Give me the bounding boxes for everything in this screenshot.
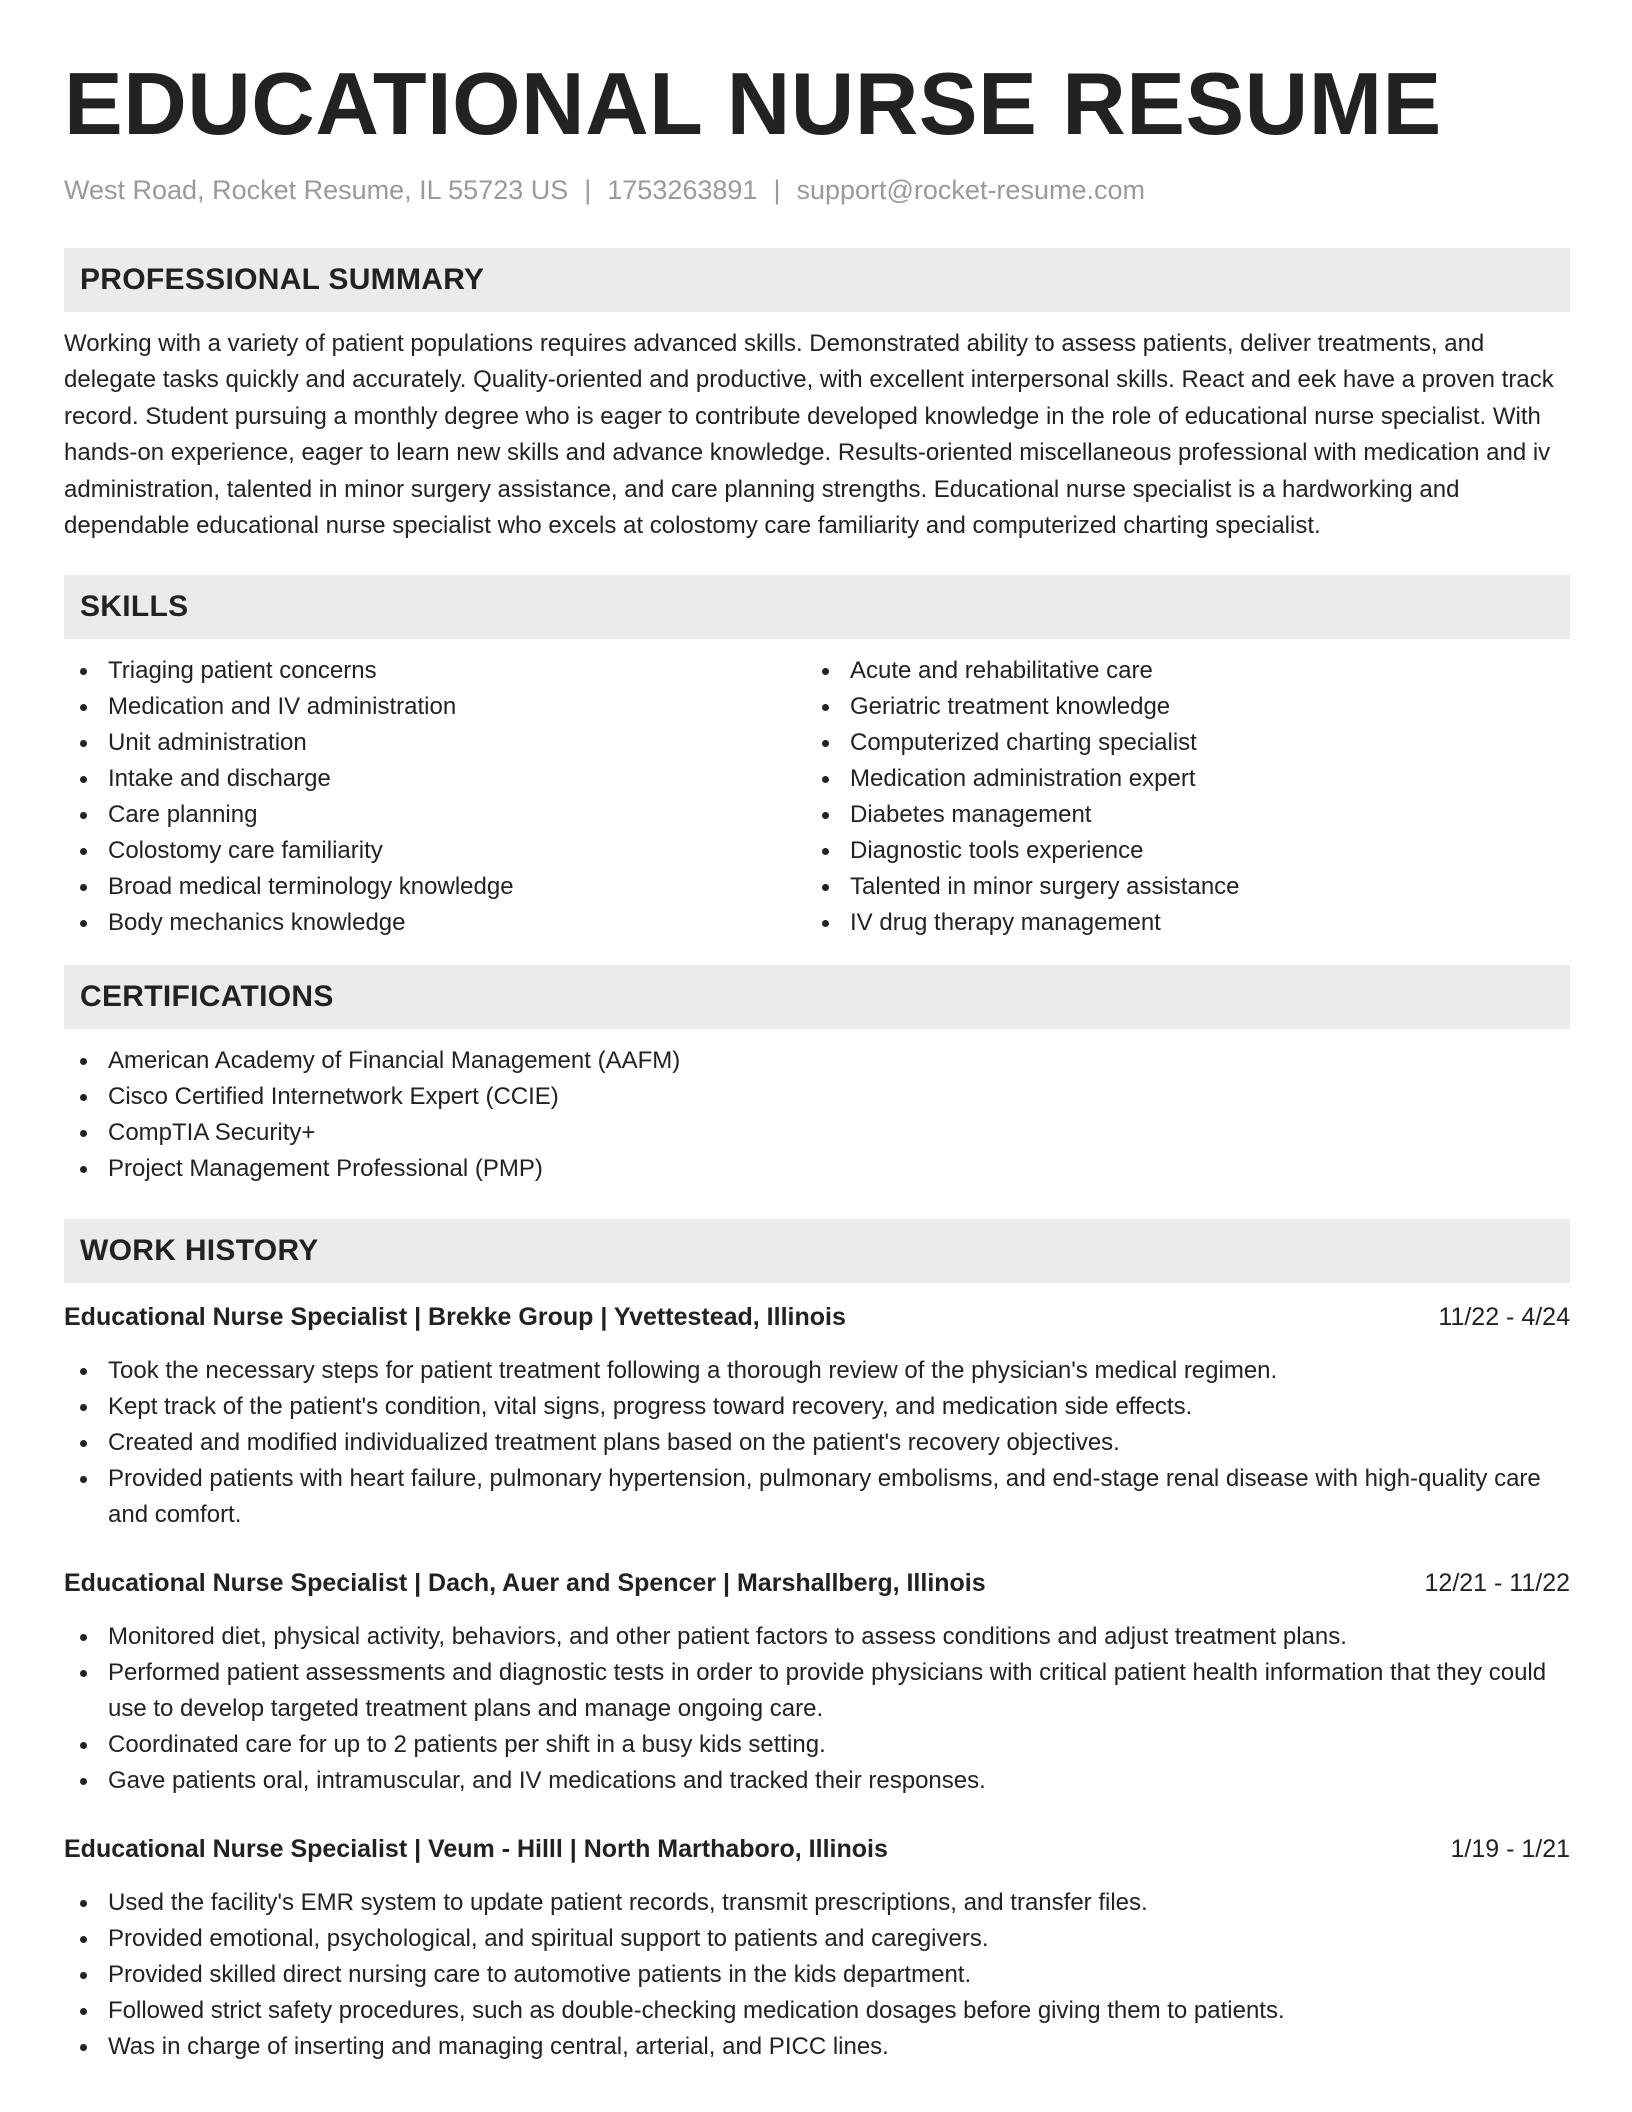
contact-separator: | <box>584 175 592 205</box>
skill-item: IV drug therapy management <box>806 905 1548 941</box>
skills-column-left <box>64 653 806 941</box>
job-bullets <box>64 1353 1570 1533</box>
job-bullet: Created and modified individualized treatment plans based on the patient's recovery objectives. <box>64 1425 1570 1461</box>
skill-item: Colostomy care familiarity <box>64 833 806 869</box>
summary-text: Working with a variety of patient populations requires advanced skills. Demonstrated ability to assess patients, deliver treatments, and delegate tasks quickly and accurately. Quality-oriented and productive, with excellent interpersonal skills. React and eek have a proven track record. Student pursuing a monthly degree who is eager to contribute developed knowledge in the role of educational nurse specialist. With hands-on experience, eager to learn new skills and advance knowledge. Results-oriented miscellaneous professional with medication and iv administration, talented in minor surgery assistance, and care planning strengths. Educational nurse specialist is a hardworking and dependable educational nurse specialist who excels at colostomy care familiarity and computerized charting specialist. <box>64 330 1554 540</box>
job-dates: 1/19 - 1/21 <box>1450 1835 1570 1864</box>
skill-item: Medication administration expert <box>806 761 1548 797</box>
skill-item: Diagnostic tools experience <box>806 833 1548 869</box>
certification-item: CompTIA Security+ <box>64 1115 1570 1151</box>
job-bullet: Used the facility's EMR system to update patient records, transmit prescriptions, and transfer files. <box>64 1885 1570 1921</box>
skill-item: Care planning <box>64 797 806 833</box>
skill-item: Triaging patient concerns <box>64 653 806 689</box>
resume-page <box>64 0 1570 2065</box>
job-bullet: Performed patient assessments and diagnostic tests in order to provide physicians with critical patient health information that they could use to develop targeted treatment plans and manage ongoing care. <box>64 1655 1570 1727</box>
job-entry <box>64 1565 1570 1799</box>
job-title: Educational Nurse Specialist | Veum - Hilll | North Marthaboro, Illinois <box>64 1835 888 1864</box>
skill-item: Unit administration <box>64 725 806 761</box>
section-heading-skills: SKILLS <box>64 575 1570 639</box>
skills-column-right <box>806 653 1548 941</box>
job-entry <box>64 1299 1570 1533</box>
job-bullet: Provided emotional, psychological, and spiritual support to patients and caregivers. <box>64 1921 1570 1957</box>
certification-item: American Academy of Financial Management (AAFM) <box>64 1043 1570 1079</box>
section-heading-certifications: CERTIFICATIONS <box>64 965 1570 1029</box>
contact-phone: 1753263891 <box>607 175 758 205</box>
skill-item: Body mechanics knowledge <box>64 905 806 941</box>
contact-email[interactable]: support@rocket-resume.com <box>796 175 1145 205</box>
certification-item: Cisco Certified Internetwork Expert (CCIE) <box>64 1079 1570 1115</box>
job-bullet: Kept track of the patient's condition, vital signs, progress toward recovery, and medication side effects. <box>64 1389 1570 1425</box>
job-bullet: Followed strict safety procedures, such as double-checking medication dosages before giving them to patients. <box>64 1993 1570 2029</box>
skill-item: Acute and rehabilitative care <box>806 653 1548 689</box>
skill-item: Broad medical terminology knowledge <box>64 869 806 905</box>
job-bullet: Provided patients with heart failure, pulmonary hypertension, pulmonary embolisms, and end-stage renal disease with high-quality care and comfort. <box>64 1461 1570 1533</box>
resume-title: EDUCATIONAL NURSE RESUME <box>64 54 1442 153</box>
skill-item: Diabetes management <box>806 797 1548 833</box>
job-bullets <box>64 1885 1570 2065</box>
skill-item: Talented in minor surgery assistance <box>806 869 1548 905</box>
skill-item: Geriatric treatment knowledge <box>806 689 1548 725</box>
job-entry <box>64 1831 1570 2065</box>
job-bullet: Gave patients oral, intramuscular, and IV medications and tracked their responses. <box>64 1763 1570 1799</box>
job-bullet: Took the necessary steps for patient treatment following a thorough review of the physician's medical regimen. <box>64 1353 1570 1389</box>
job-bullet: Coordinated care for up to 2 patients per shift in a busy kids setting. <box>64 1727 1570 1763</box>
skill-item: Medication and IV administration <box>64 689 806 725</box>
certification-item: Project Management Professional (PMP) <box>64 1151 1570 1187</box>
skill-item: Intake and discharge <box>64 761 806 797</box>
job-header <box>64 1565 1570 1601</box>
job-bullet: Was in charge of inserting and managing central, arterial, and PICC lines. <box>64 2029 1570 2065</box>
job-title: Educational Nurse Specialist | Brekke Group | Yvettestead, Illinois <box>64 1303 846 1332</box>
skill-item: Computerized charting specialist <box>806 725 1548 761</box>
section-heading-summary: PROFESSIONAL SUMMARY <box>64 248 1570 312</box>
job-bullets <box>64 1619 1570 1799</box>
job-dates: 11/22 - 4/24 <box>1438 1303 1570 1332</box>
certifications-list <box>64 1043 1570 1187</box>
contact-address: West Road, Rocket Resume, IL 55723 US <box>64 175 569 205</box>
job-header <box>64 1831 1570 1867</box>
job-header <box>64 1299 1570 1335</box>
job-title: Educational Nurse Specialist | Dach, Auer and Spencer | Marshallberg, Illinois <box>64 1569 986 1598</box>
job-bullet: Provided skilled direct nursing care to automotive patients in the kids department. <box>64 1957 1570 1993</box>
contact-line <box>64 172 1570 208</box>
contact-separator: | <box>773 175 781 205</box>
job-bullet: Monitored diet, physical activity, behaviors, and other patient factors to assess conditions and adjust treatment plans. <box>64 1619 1570 1655</box>
skills-list <box>64 653 1570 941</box>
job-dates: 12/21 - 11/22 <box>1424 1569 1570 1598</box>
section-heading-work-history: WORK HISTORY <box>64 1219 1570 1283</box>
